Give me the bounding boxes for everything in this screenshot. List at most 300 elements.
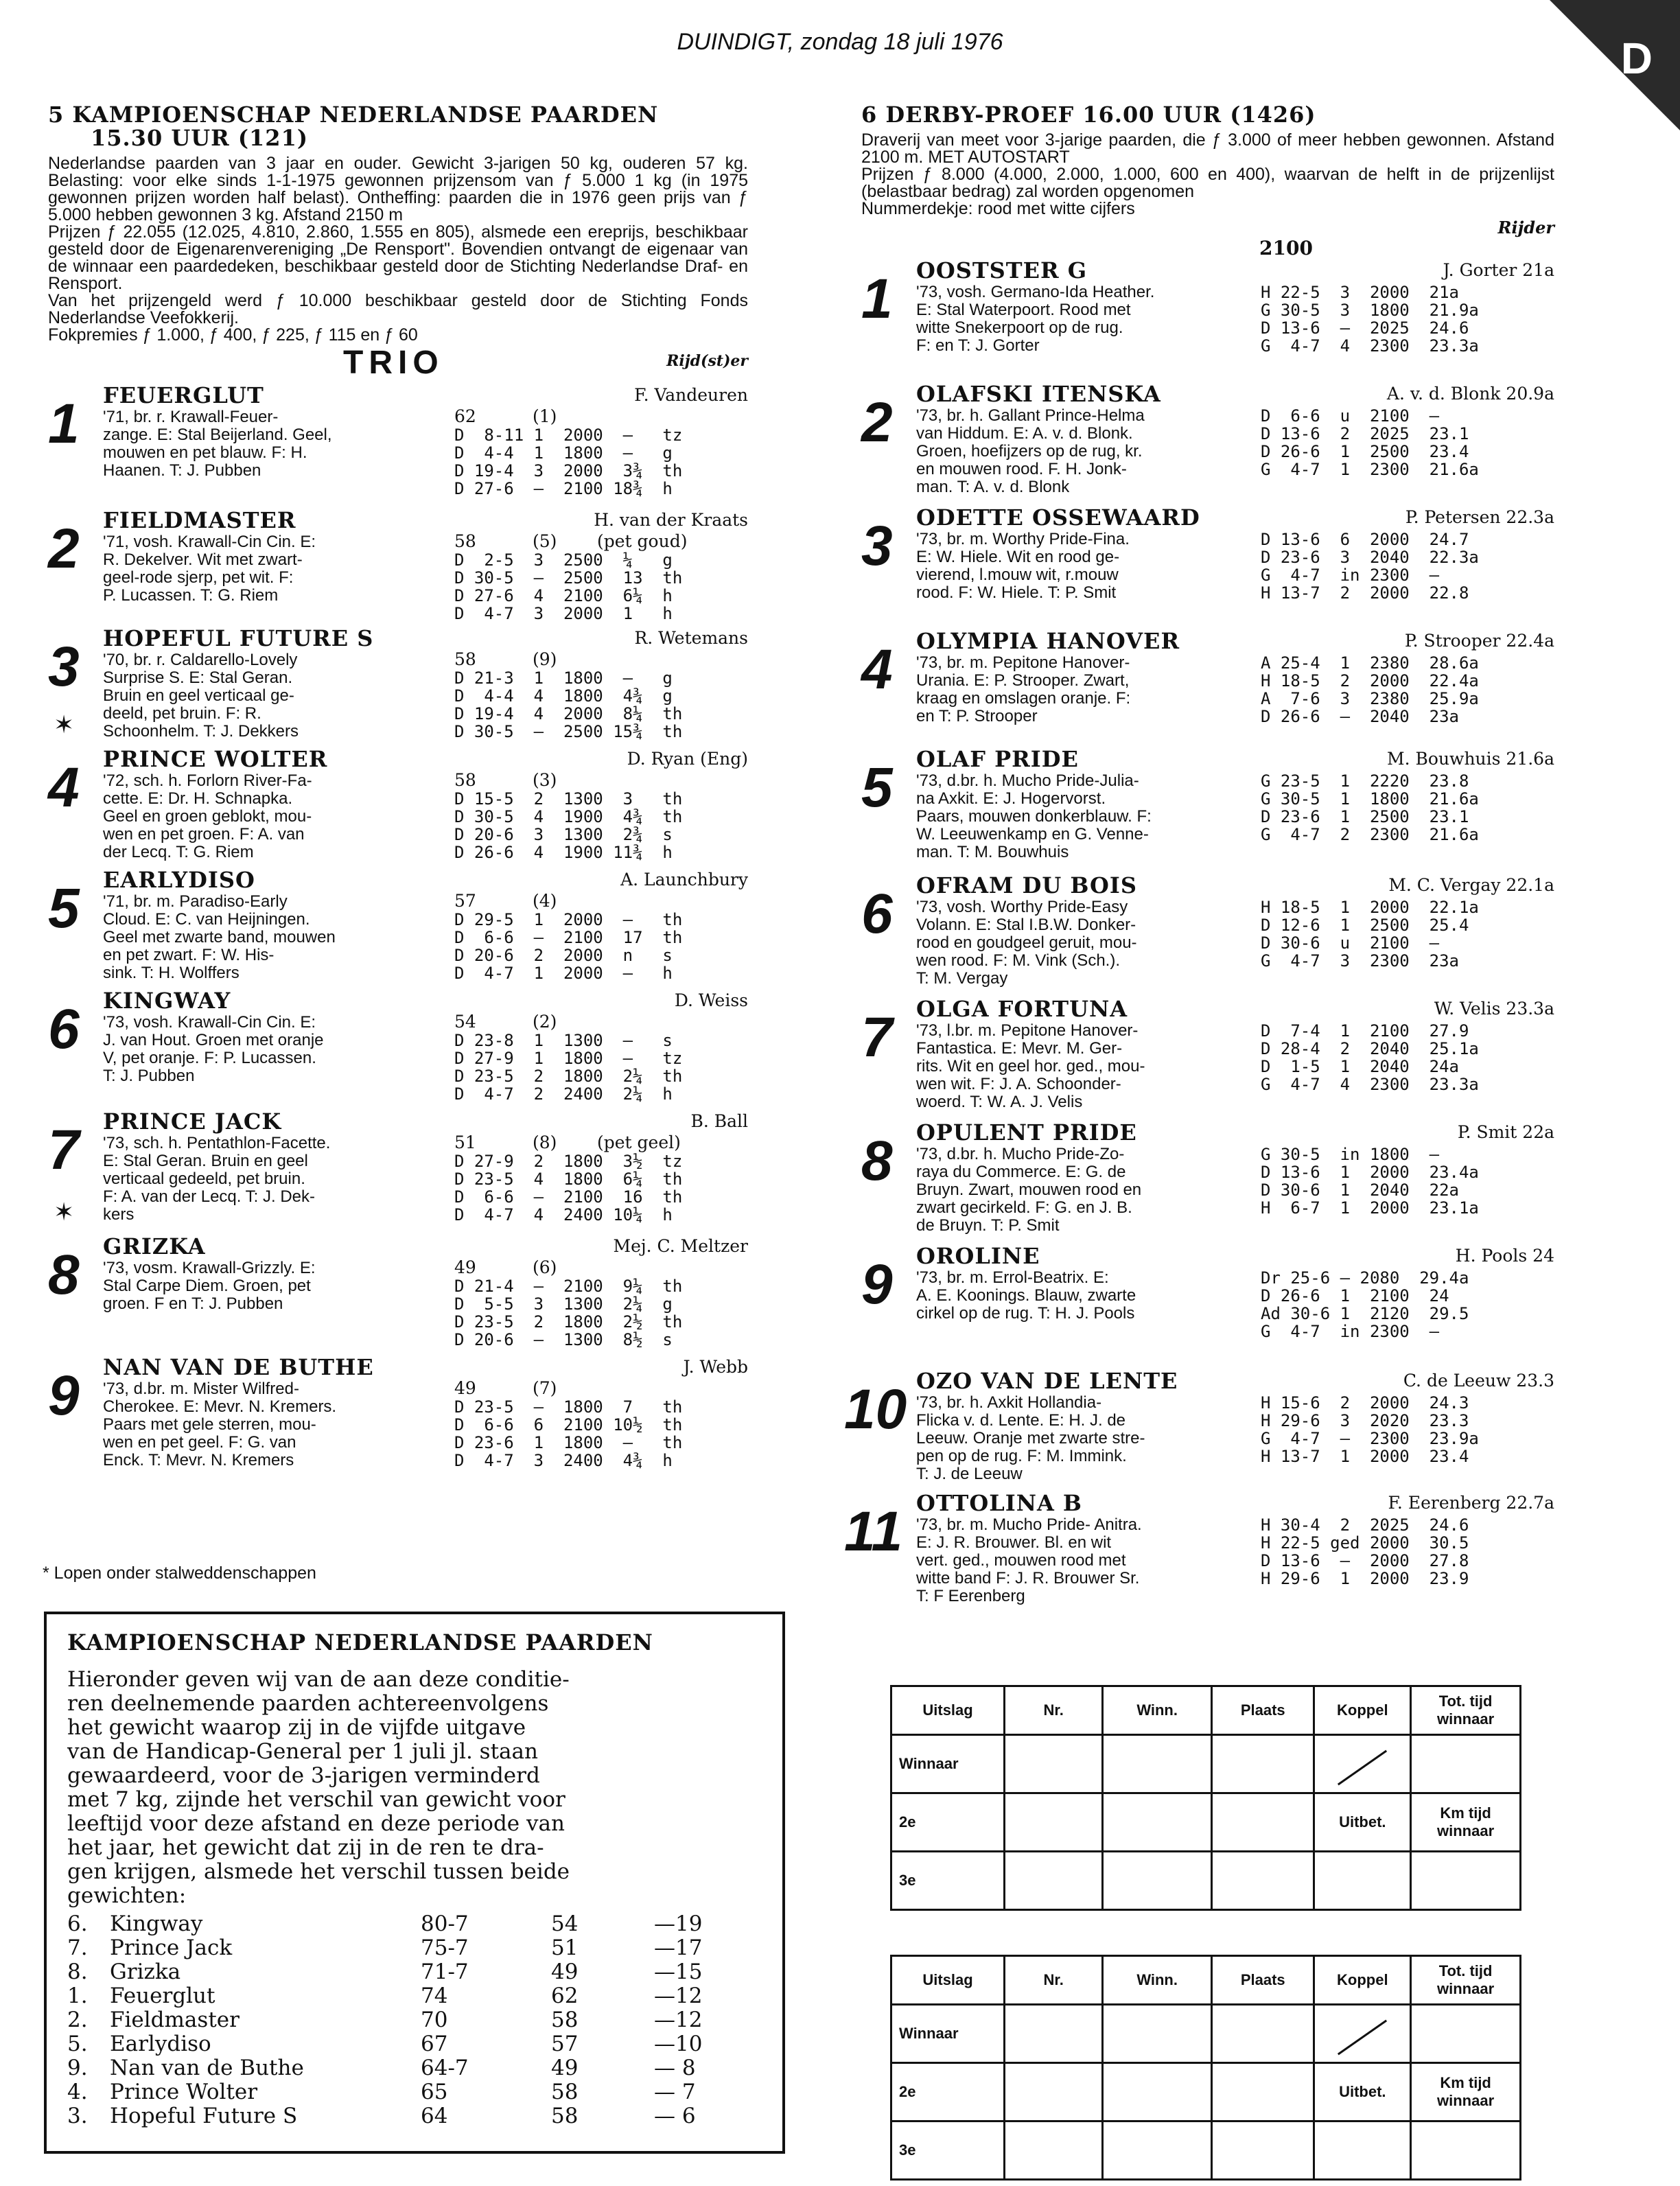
empty-cell <box>1411 2005 1521 2063</box>
row-number: 2. <box>67 2008 88 2032</box>
desc-line: Leeuw. Oranje met zwarte stre- <box>916 1429 1145 1447</box>
race-5-entries <box>48 384 748 1476</box>
box-text-line: gewichten: <box>67 1883 187 1908</box>
horse-description <box>103 1135 405 1224</box>
desc-line: '71, br. m. Paradiso-Early <box>103 892 288 911</box>
empty-cell <box>1411 1735 1521 1793</box>
race-entry <box>861 382 1554 506</box>
desc-line: mouwen en pet blauw. F: H. <box>103 443 307 462</box>
form-line: D 6-6 6 2100 10½ th <box>454 1415 683 1434</box>
draw-number: (4) <box>533 891 557 911</box>
horse-name: OLGA FORTUNA <box>916 996 1128 1022</box>
race-weight: 58 <box>551 2104 579 2128</box>
rider-name: M. Bouwhuis 21.6a <box>1387 749 1554 769</box>
form-line: H 13-7 1 2000 23.4 <box>1261 1447 1469 1466</box>
column-header: Tot. tijd winnaar <box>1411 1686 1521 1735</box>
race-entry <box>48 1235 748 1356</box>
horse-name: OZO VAN DE LENTE <box>916 1368 1178 1394</box>
empty-cell <box>1314 2121 1411 2180</box>
horse-description <box>103 408 405 480</box>
row-label: Winnaar <box>891 1735 1005 1793</box>
desc-line: woerd. T: W. A. J. Velis <box>916 1093 1083 1111</box>
race-6-entries <box>844 257 1554 1615</box>
handicap-weight: 74 <box>421 1984 448 2008</box>
uitbet-label: Uitbet. <box>1314 2063 1411 2121</box>
rijder-heading: Rijder <box>1497 218 1554 237</box>
empty-cell <box>1103 2121 1212 2180</box>
box-text-line: met 7 kg, zijnde het verschil van gewicht voor <box>67 1787 565 1812</box>
horse-description <box>916 1394 1259 1483</box>
form-line: D 6-6 u 2100 — <box>1261 406 1440 426</box>
desc-line: wen wit. F: J. A. Schoonder- <box>916 1075 1121 1093</box>
desc-line: geel-rode sjerp, pet wit. F: <box>103 568 294 587</box>
race-5-title: 5 KAMPIOENSCHAP NEDERLANDSE PAARDEN 15.30 UUR (121) <box>48 102 659 151</box>
horse-description <box>103 772 405 861</box>
desc-line: cirkel op de rug. T: H. J. Pools <box>916 1304 1135 1323</box>
horse-description <box>916 1022 1259 1111</box>
weight: 62 <box>454 406 476 426</box>
box-text-line: van de Handicap-General per 1 juli jl. staan <box>67 1739 538 1764</box>
form-line: H 18-5 2 2000 22.4a <box>1261 671 1479 690</box>
column-header: Tot. tijd winnaar <box>1411 1956 1521 2005</box>
horse-name: OLAFSKI ITENSKA <box>916 381 1161 407</box>
form-lines <box>1261 898 1479 970</box>
column-header: Winn. <box>1103 1956 1212 2005</box>
form-lines <box>1261 283 1479 355</box>
form-line: D 13-6 — 2025 24.6 <box>1261 318 1469 338</box>
handicap-weight: 75-7 <box>421 1935 469 1960</box>
cap-note: (pet goud) <box>597 531 688 551</box>
horse-name: PRINCE WOLTER <box>103 746 328 772</box>
diagonal-line <box>1338 1750 1387 1786</box>
rider-name: P. Petersen 22.3a <box>1405 507 1554 527</box>
weight-difference: —15 <box>654 1960 703 1984</box>
row-label: 2e <box>891 2063 1005 2121</box>
rider-name: R. Wetemans <box>634 628 748 648</box>
desc-line: R. Dekelver. Wit met zwart- <box>103 550 303 569</box>
form-lines <box>454 1398 682 1469</box>
form-line: D 6-6 — 2100 17 th <box>454 928 683 947</box>
form-line: D 5-5 3 1300 2¼ g <box>454 1294 673 1314</box>
desc-line: Groen, hoefijzers op de rug, kr. <box>916 442 1143 461</box>
desc-line: E: Stal Waterpoort. Rood met <box>916 301 1131 319</box>
desc-line: der Lecq. T: G. Riem <box>103 843 254 861</box>
desc-line: '73, br. m. Worthy Pride-Fina. <box>916 530 1130 548</box>
handicap-weight: 71-7 <box>421 1960 469 1984</box>
entry-number: 6 <box>861 883 893 945</box>
race-weight: 49 <box>551 1960 579 1984</box>
draw-number: (5) <box>533 531 557 551</box>
horse-description <box>103 1259 405 1313</box>
weight-difference: —19 <box>654 1911 703 1936</box>
horse-description <box>103 533 405 605</box>
race-entry <box>48 868 748 989</box>
box-text <box>67 1668 762 1908</box>
form-line: D 4-7 3 2000 1 h <box>454 604 673 623</box>
desc-line: Paars, mouwen donkerblauw. F: <box>916 807 1152 826</box>
result-row <box>891 2005 1521 2063</box>
entry-number: 3 <box>48 636 80 698</box>
weight: 57 <box>454 891 476 911</box>
race-entry <box>861 629 1554 747</box>
form-line: D 27-9 1 1800 — tz <box>454 1049 683 1068</box>
desc-line: '73, br. m. Mucho Pride- Anitra. <box>916 1515 1142 1534</box>
form-lines <box>1261 1269 1469 1340</box>
form-line: D 21-3 1 1800 — g <box>454 668 673 688</box>
desc-line: T: J. de Leeuw <box>916 1465 1023 1483</box>
desc-line: rits. Wit en geel hor. ged., mou- <box>916 1057 1145 1075</box>
horse-name: Fieldmaster <box>110 2008 240 2032</box>
weight-difference: — 6 <box>654 2104 696 2128</box>
handicap-weight: 67 <box>421 2032 448 2056</box>
form-line: D 20-6 — 1300 8½ s <box>454 1330 673 1349</box>
desc-line: Surprise S. E: Stal Geran. <box>103 668 293 687</box>
desc-line: Cloud. E: C. van Heijningen. <box>103 910 310 929</box>
form-line: H 13-7 2 2000 22.8 <box>1261 583 1469 603</box>
form-line: D 4-7 1 2000 — h <box>454 964 673 983</box>
race-entry <box>844 1368 1554 1491</box>
form-line: D 26-6 1 2500 23.4 <box>1261 442 1469 461</box>
column-header: Nr. <box>1005 1686 1103 1735</box>
stable-mark-icon: ✶ <box>54 1198 75 1226</box>
rider-name: Mej. C. Meltzer <box>613 1236 748 1256</box>
result-header-row <box>891 1956 1521 2005</box>
race-6-column <box>844 102 1554 1615</box>
diagonal-line <box>1338 2020 1387 2056</box>
rider-name: M. C. Vergay 22.1a <box>1388 875 1554 895</box>
result-row <box>891 2063 1521 2121</box>
handicap-table <box>67 1912 762 2128</box>
column-header: Winn. <box>1103 1686 1212 1735</box>
horse-name: HOPEFUL FUTURE S <box>103 625 374 651</box>
desc-line: '73, vosh. Krawall-Cin Cin. E: <box>103 1013 316 1032</box>
empty-cell <box>1005 1793 1103 1852</box>
box-text-line: leeftijd voor deze afstand en deze periode van <box>67 1811 565 1836</box>
form-lines <box>1261 531 1479 602</box>
form-lines <box>454 1032 682 1103</box>
form-line: G 4-7 1 2300 21.6a <box>1261 460 1479 479</box>
empty-cell <box>1212 2005 1314 2063</box>
race-weight: 49 <box>551 2056 579 2080</box>
horse-name: Prince Jack <box>110 1935 233 1960</box>
handicap-row <box>67 1936 762 1960</box>
horse-description <box>916 407 1259 496</box>
desc-line: Fantastica. E: Mevr. M. Ger- <box>916 1039 1123 1058</box>
desc-line: zange. E: Stal Beijerland. Geel, <box>103 426 332 444</box>
desc-line: vert. ged., mouwen rood met <box>916 1551 1126 1570</box>
column-header: Plaats <box>1212 1956 1314 2005</box>
desc-line: na Axkit. E: J. Hogervorst. <box>916 789 1106 808</box>
form-line: D 23-5 4 1800 6¼ th <box>454 1170 683 1189</box>
handicap-box <box>44 1612 785 2154</box>
race-weight: 62 <box>551 1984 579 2008</box>
form-line: D 30-5 4 1900 4¾ th <box>454 807 683 826</box>
desc-line: kers <box>103 1205 135 1224</box>
empty-cell <box>1103 2005 1212 2063</box>
draw-number: (2) <box>533 1012 557 1032</box>
rider-name: C. de Leeuw 23.3 <box>1403 1371 1554 1391</box>
koppel-cell <box>1314 2005 1411 2063</box>
handicap-row <box>67 2032 762 2056</box>
form-lines <box>1261 1146 1479 1217</box>
rijder-heading: Rijd(st)er <box>666 352 748 370</box>
rider-name: F. Eerenberg 22.7a <box>1388 1493 1554 1513</box>
form-line: D 28-4 2 2040 25.1a <box>1261 1039 1479 1058</box>
form-line: D 29-5 1 2000 — th <box>454 910 683 929</box>
row-number: 7. <box>67 1935 88 1960</box>
form-line: H 6-7 1 2000 23.1a <box>1261 1198 1479 1218</box>
form-line: H 22-5 3 2000 21a <box>1261 283 1459 302</box>
horse-name: KINGWAY <box>103 988 231 1014</box>
desc-line: en mouwen rood. F. H. Jonk- <box>916 460 1127 478</box>
column-header: Koppel <box>1314 1956 1411 2005</box>
form-line: D 20-6 3 1300 2¾ s <box>454 825 673 844</box>
entry-number: 6 <box>48 998 80 1060</box>
weight: 49 <box>454 1378 476 1398</box>
desc-line: '73, vosm. Krawall-Grizzly. E: <box>103 1259 316 1277</box>
race-entry <box>861 1244 1554 1369</box>
form-line: D 27-6 — 2100 18¾ h <box>454 479 673 498</box>
form-line: G 4-7 in 2300 — <box>1261 566 1440 585</box>
section-corner <box>1550 0 1680 130</box>
desc-line: Bruin en geel verticaal ge- <box>103 686 294 705</box>
desc-line: witte band F: J. R. Brouwer Sr. <box>916 1569 1140 1588</box>
weight: 58 <box>454 649 476 669</box>
desc-line: vierend, l.mouw wit, r.mouw <box>916 566 1119 584</box>
desc-line: wen en pet groen. F: A. van <box>103 825 305 844</box>
empty-cell <box>1314 1852 1411 1910</box>
form-line: D 19-4 4 2000 8¼ th <box>454 704 683 723</box>
form-line: G 4-7 4 2300 23.3a <box>1261 336 1479 356</box>
desc-line: witte Snekerpoort op de rug. <box>916 318 1123 337</box>
race-entry <box>48 384 748 509</box>
form-lines <box>454 551 682 623</box>
entry-number: 8 <box>861 1130 893 1192</box>
row-number: 8. <box>67 1960 88 1984</box>
form-line: D 30-5 — 2500 13 th <box>454 568 683 588</box>
form-line: D 1-5 1 2040 24a <box>1261 1057 1459 1076</box>
desc-line: groen. F en T: J. Pubben <box>103 1294 283 1313</box>
form-line: D 13-6 — 2000 27.8 <box>1261 1551 1469 1570</box>
draw-number: (1) <box>533 406 557 426</box>
desc-line: pen op de rug. F: M. Immink. <box>916 1447 1127 1465</box>
race-weight: 58 <box>551 2008 579 2032</box>
handicap-weight: 64 <box>421 2104 448 2128</box>
desc-line: '71, vosh. Krawall-Cin Cin. E: <box>103 533 316 551</box>
entry-number: 8 <box>48 1244 80 1306</box>
empty-cell <box>1005 2063 1103 2121</box>
row-label: 3e <box>891 1852 1005 1910</box>
desc-line: T: F Eerenberg <box>916 1587 1025 1605</box>
rider-name: F. Vandeuren <box>634 385 748 405</box>
form-line: H 15-6 2 2000 24.3 <box>1261 1393 1469 1412</box>
form-lines <box>454 911 682 982</box>
result-table <box>890 1685 1521 1911</box>
koppel-cell <box>1314 1735 1411 1793</box>
result-table <box>890 1955 1521 2181</box>
km-time-label: Km tijd winnaar <box>1411 2063 1521 2121</box>
form-line: D 26-6 — 2040 23a <box>1261 707 1459 726</box>
rider-name: A. v. d. Blonk 20.9a <box>1386 384 1554 404</box>
draw-number: (9) <box>533 649 557 669</box>
entry-number: 5 <box>48 877 80 940</box>
race-6-conditions: Draverij van meet voor 3-jarige paarden, die ƒ 3.000 of meer hebben gewonnen. Afstand 2100 m. MET AUTOSTART Prijzen ƒ 8.000 (4.000, 2.000, 1.000, 600 en 400), waarvan de helft in de prijzenlijst (belastbaar bedrag) zal worden opgenomen Nummerdekje: rood met witte cijfers <box>861 130 1554 218</box>
form-lines <box>454 1152 682 1224</box>
horse-name: Earlydiso <box>110 2032 211 2056</box>
rider-name: H. van der Kraats <box>594 510 748 530</box>
empty-cell <box>1411 1852 1521 1910</box>
desc-line: Enck. T: Mevr. N. Kremers <box>103 1451 294 1469</box>
desc-line: F: A. van der Lecq. T: J. Dek- <box>103 1187 316 1206</box>
form-line: G 30-5 3 1800 21.9a <box>1261 301 1479 320</box>
horse-name: Prince Wolter <box>110 2080 258 2104</box>
race-weight: 54 <box>551 1911 579 1936</box>
entry-number: 10 <box>844 1378 907 1441</box>
form-line: D 23-5 — 1800 7 th <box>454 1397 683 1417</box>
weight-difference: —12 <box>654 2008 703 2032</box>
race-entry <box>48 1356 748 1476</box>
form-line: H 29-6 1 2000 23.9 <box>1261 1569 1469 1588</box>
desc-line: cette. E: Dr. H. Schnapka. <box>103 789 293 808</box>
horse-name: OROLINE <box>916 1243 1040 1269</box>
row-number: 9. <box>67 2056 88 2080</box>
weight: 58 <box>454 770 476 790</box>
race-entry <box>861 259 1554 382</box>
horse-description <box>916 898 1259 988</box>
handicap-row <box>67 2056 762 2080</box>
column-header: Nr. <box>1005 1956 1103 2005</box>
empty-cell <box>1103 1852 1212 1910</box>
rider-name: D. Weiss <box>674 990 748 1010</box>
distance-heading: 2100 <box>1259 237 1313 259</box>
horse-name: OOSTSTER G <box>916 257 1088 283</box>
entry-number: 3 <box>861 515 893 577</box>
empty-cell <box>1005 2121 1103 2180</box>
section-letter: D <box>1620 34 1653 83</box>
entry-number: 4 <box>48 756 80 819</box>
form-line: D 20-6 2 2000 n s <box>454 946 673 965</box>
form-line: D 27-6 4 2100 6¼ h <box>454 586 673 605</box>
horse-description <box>103 651 405 741</box>
rider-name: J. Gorter 21a <box>1443 260 1554 280</box>
column-header: Uitslag <box>891 1686 1005 1735</box>
desc-line: Schoonhelm. T: J. Dekkers <box>103 722 299 741</box>
row-number: 3. <box>67 2104 88 2128</box>
race-entry <box>861 874 1554 997</box>
desc-line: '73, br. m. Pepitone Hanover- <box>916 653 1130 672</box>
result-row <box>891 2121 1521 2180</box>
box-text-line: Hieronder geven wij van de aan deze conditie- <box>67 1667 570 1692</box>
result-row <box>891 1793 1521 1852</box>
form-line: G 4-7 in 2300 — <box>1261 1322 1440 1341</box>
form-line: Dr 25-6 — 2080 29.4a <box>1261 1268 1469 1288</box>
desc-line: Stal Carpe Diem. Groen, pet <box>103 1277 311 1295</box>
form-line: G 4-7 3 2300 23a <box>1261 951 1459 970</box>
handicap-row <box>67 1912 762 1936</box>
empty-cell <box>1212 1793 1314 1852</box>
page-header: DUINDIGT, zondag 18 juli 1976 <box>677 29 1003 55</box>
desc-line: deeld, pet bruin. F: R. <box>103 704 261 723</box>
desc-line: '73, d.br. h. Mucho Pride-Zo- <box>916 1145 1125 1163</box>
form-line: D 13-6 1 2000 23.4a <box>1261 1163 1479 1182</box>
desc-line: en pet zwart. F: W. His- <box>103 946 275 964</box>
entry-number: 4 <box>861 638 893 701</box>
desc-line: E: W. Hiele. Wit en rood ge- <box>916 548 1120 566</box>
form-line: D 4-7 3 2400 4¾ h <box>454 1451 673 1470</box>
box-text-line: ren deelnemende paarden achtereenvolgens <box>67 1691 549 1716</box>
race-entry <box>48 509 748 627</box>
empty-cell <box>1103 2063 1212 2121</box>
form-line: D 4-7 4 2400 10¼ h <box>454 1205 673 1224</box>
form-line: D 23-6 1 1800 — th <box>454 1433 683 1452</box>
entry-number: 2 <box>48 518 80 580</box>
race-6-title: 6 DERBY-PROEF 16.00 UUR (1426) <box>861 102 1316 128</box>
empty-cell <box>1103 1735 1212 1793</box>
form-line: D 2-5 3 2500 ¼ g <box>454 550 673 570</box>
race-weight: 57 <box>551 2032 579 2056</box>
desc-line: A. E. Koonings. Blauw, zwarte <box>916 1286 1136 1305</box>
weight: 51 <box>454 1132 476 1152</box>
horse-description <box>916 654 1259 725</box>
desc-line: wen en pet geel. F: G. van <box>103 1433 296 1452</box>
horse-description <box>916 1516 1259 1605</box>
race-entry <box>48 1110 748 1235</box>
entry-number: 7 <box>861 1006 893 1069</box>
horse-name: FEUERGLUT <box>103 382 264 408</box>
row-label: 3e <box>891 2121 1005 2180</box>
form-line: D 21-4 — 2100 9¼ th <box>454 1277 683 1296</box>
empty-cell <box>1411 2121 1521 2180</box>
form-line: D 4-4 1 1800 — g <box>454 443 673 463</box>
form-line: Ad 30-6 1 2120 29.5 <box>1261 1304 1469 1323</box>
desc-line: '73, d.br. h. Mucho Pride-Julia- <box>916 771 1139 790</box>
desc-line: '73, vosh. Worthy Pride-Easy <box>916 898 1128 916</box>
box-text-line: het gewicht waarop zij in de vijfde uitgave <box>67 1715 526 1740</box>
race-weight: 51 <box>551 1935 579 1960</box>
weight-difference: —12 <box>654 1984 703 2008</box>
form-line: H 18-5 1 2000 22.1a <box>1261 898 1479 917</box>
result-row <box>891 1852 1521 1910</box>
desc-line: '73, br. h. Axkit Hollandia- <box>916 1393 1102 1412</box>
weight-difference: —10 <box>654 2032 703 2056</box>
empty-cell <box>1212 2063 1314 2121</box>
footnote: * Lopen onder stalweddenschappen <box>43 1563 316 1583</box>
row-number: 5. <box>67 2032 88 2056</box>
rider-name: P. Smit 22a <box>1457 1122 1554 1142</box>
entry-number: 1 <box>861 268 893 330</box>
rider-name: W. Velis 23.3a <box>1434 999 1554 1019</box>
desc-line: Haanen. T: J. Pubben <box>103 461 261 480</box>
race-entry <box>861 747 1554 874</box>
form-line: G 23-5 1 2220 23.8 <box>1261 771 1469 791</box>
form-lines <box>454 1277 682 1349</box>
form-line: D 26-6 4 1900 11¾ h <box>454 843 673 862</box>
desc-line: '73, l.br. m. Pepitone Hanover- <box>916 1021 1139 1040</box>
weight: 58 <box>454 531 476 551</box>
race-weight: 58 <box>551 2080 579 2104</box>
entry-number: 1 <box>48 393 80 455</box>
draw-number: (6) <box>533 1257 557 1277</box>
draw-number: (3) <box>533 770 557 790</box>
form-line: G 4-7 2 2300 21.6a <box>1261 825 1479 844</box>
desc-line: Cherokee. E: Mevr. N. Kremers. <box>103 1397 337 1416</box>
rider-name: H. Pools 24 <box>1455 1246 1554 1266</box>
handicap-row <box>67 2104 762 2128</box>
empty-cell <box>1005 1852 1103 1910</box>
desc-line: raya du Commerce. E: G. de <box>916 1163 1126 1181</box>
horse-description <box>916 531 1259 602</box>
column-header: Koppel <box>1314 1686 1411 1735</box>
